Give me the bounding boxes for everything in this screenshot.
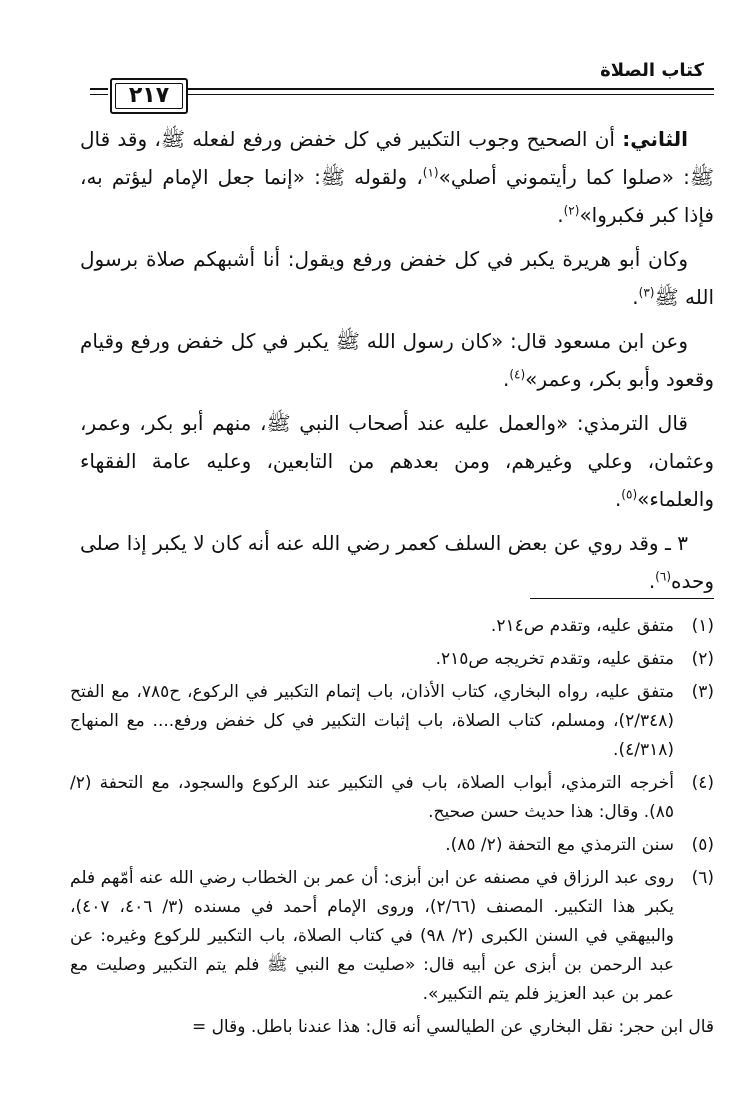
footnote-ref: (٣) — [638, 285, 655, 300]
main-text — [80, 120, 714, 600]
footnote-number: (١) — [691, 616, 714, 636]
header-rule-left-upper — [90, 88, 108, 90]
paragraph-text: أن الصحيح وجوب التكبير في كل خفض ورفع لفعله ﷺ، وقد قال ﷺ: «صلوا كما رأيتموني أصلي» — [80, 127, 714, 189]
paragraph-5 — [80, 524, 714, 600]
paragraph-text: وكان أبو هريرة يكبر في كل خفض ورفع ويقول: أنا أشبهكم صلاة برسول الله ﷺ — [80, 247, 714, 309]
paragraph-text: . — [614, 487, 622, 511]
paragraph-2 — [80, 240, 714, 316]
footnote-text: متفق عليه، وتقدم تخريجه ص٢١٥. — [435, 649, 674, 669]
paragraph-lead: الثاني: — [622, 127, 688, 151]
footnote-separator — [530, 598, 714, 599]
footnote-continuation: قال ابن حجر: نقل البخاري عن الطيالسي أنه قال: هذا عندنا باطل. وقال = — [191, 1017, 714, 1037]
header-rule-left-lower — [90, 94, 108, 95]
footnote-text: متفق عليه، رواه البخاري، كتاب الأذان، باب إتمام التكبير في الركوع، ح٧٨٥، مع الفتح (٢/٣٤٨)، ومسلم، كتاب الصلاة، باب إثبات التكبير في كل خفض ورفع.... مع المنهاج (٤/٣١٨). — [70, 682, 674, 760]
paragraph-text: . — [502, 367, 510, 391]
paragraph-text: قال الترمذي: «والعمل عليه عند أصحاب النبي ﷺ، منهم أبو بكر، وعمر، وعثمان، وعلي وغيرهم، ومن بعدهم من التابعين، وعليه عامة الفقهاء والعلماء» — [80, 411, 714, 511]
footnote-number: (٤) — [691, 773, 714, 793]
paragraph-text: وعن ابن مسعود قال: «كان رسول الله ﷺ يكبر في كل خفض ورفع وقيام وقعود وأبو بكر، وعمر» — [80, 329, 714, 391]
footnote-1 — [70, 612, 714, 641]
footnote-text: متفق عليه، وتقدم ص٢١٤. — [490, 616, 674, 636]
footnote-2 — [70, 645, 714, 674]
footnote-4 — [70, 769, 714, 827]
paragraph-text: . — [648, 569, 656, 593]
footnote-text: سنن الترمذي مع التحفة (٢/ ٨٥). — [445, 835, 674, 855]
page-number: ٢١٧ — [128, 83, 170, 108]
paragraph-4 — [80, 404, 714, 518]
paragraph-text: . — [557, 203, 564, 227]
paragraph-text: . — [632, 285, 639, 309]
paragraph-text: ٣ ـ وقد روي عن بعض السلف كعمر رضي الله عنه أنه كان لا يكبر إذا صلى وحده — [80, 531, 714, 593]
footnote-ref: (٥) — [621, 487, 638, 502]
paragraph-text: ، ولقوله ﷺ: «إنما جعل الإمام ليؤتم به، فإذا كبر فكبروا» — [80, 165, 714, 227]
footnote-number: (٥) — [691, 835, 714, 855]
footnote-ref: (٤) — [509, 367, 526, 382]
footnote-number: (٢) — [691, 649, 714, 669]
footnote-3 — [70, 678, 714, 765]
footnotes — [70, 612, 714, 1042]
footnote-6 — [70, 864, 714, 1009]
header-rule-right-lower — [188, 94, 714, 95]
paragraph-3 — [80, 322, 714, 398]
header-rule-right-upper — [188, 88, 714, 90]
footnote-ref: (١) — [422, 165, 439, 180]
footnote-ref: (٢) — [563, 203, 580, 218]
footnote-ref: (٦) — [655, 569, 671, 584]
page-number-box — [110, 78, 188, 114]
footnote-number: (٦) — [691, 868, 714, 888]
paragraph-1 — [80, 120, 714, 234]
footnote-text: روى عبد الرزاق في مصنفه عن ابن أبزى: أن عمر بن الخطاب رضي الله عنه أمّهم فلم يكبر هذا التكبير. المصنف (٢/٦٦)، وروى الإمام أحمد في مسنده (٣/ ٤٠٦، ٤٠٧)، والبيهقي في السنن الكبرى (٢/ ٩٨) في كتاب الصلاة، باب التكبير للركوع وغيره: عن عبد الرحمن بن أبزى عن أبيه قال: «صليت مع النبي ﷺ فلم يتم التكبير وصليت مع عمر بن عبد العزيز فلم يتم التكبير». — [70, 868, 674, 1004]
footnote-5 — [70, 831, 714, 860]
chapter-title: كتاب الصلاة — [600, 60, 704, 81]
footnote-number: (٣) — [691, 682, 714, 702]
footnote-text: أخرجه الترمذي، أبواب الصلاة، باب في التكبير عند الركوع والسجود، مع التحفة (٢/ ٨٥). وقال: هذا حديث حسن صحيح. — [70, 773, 674, 822]
